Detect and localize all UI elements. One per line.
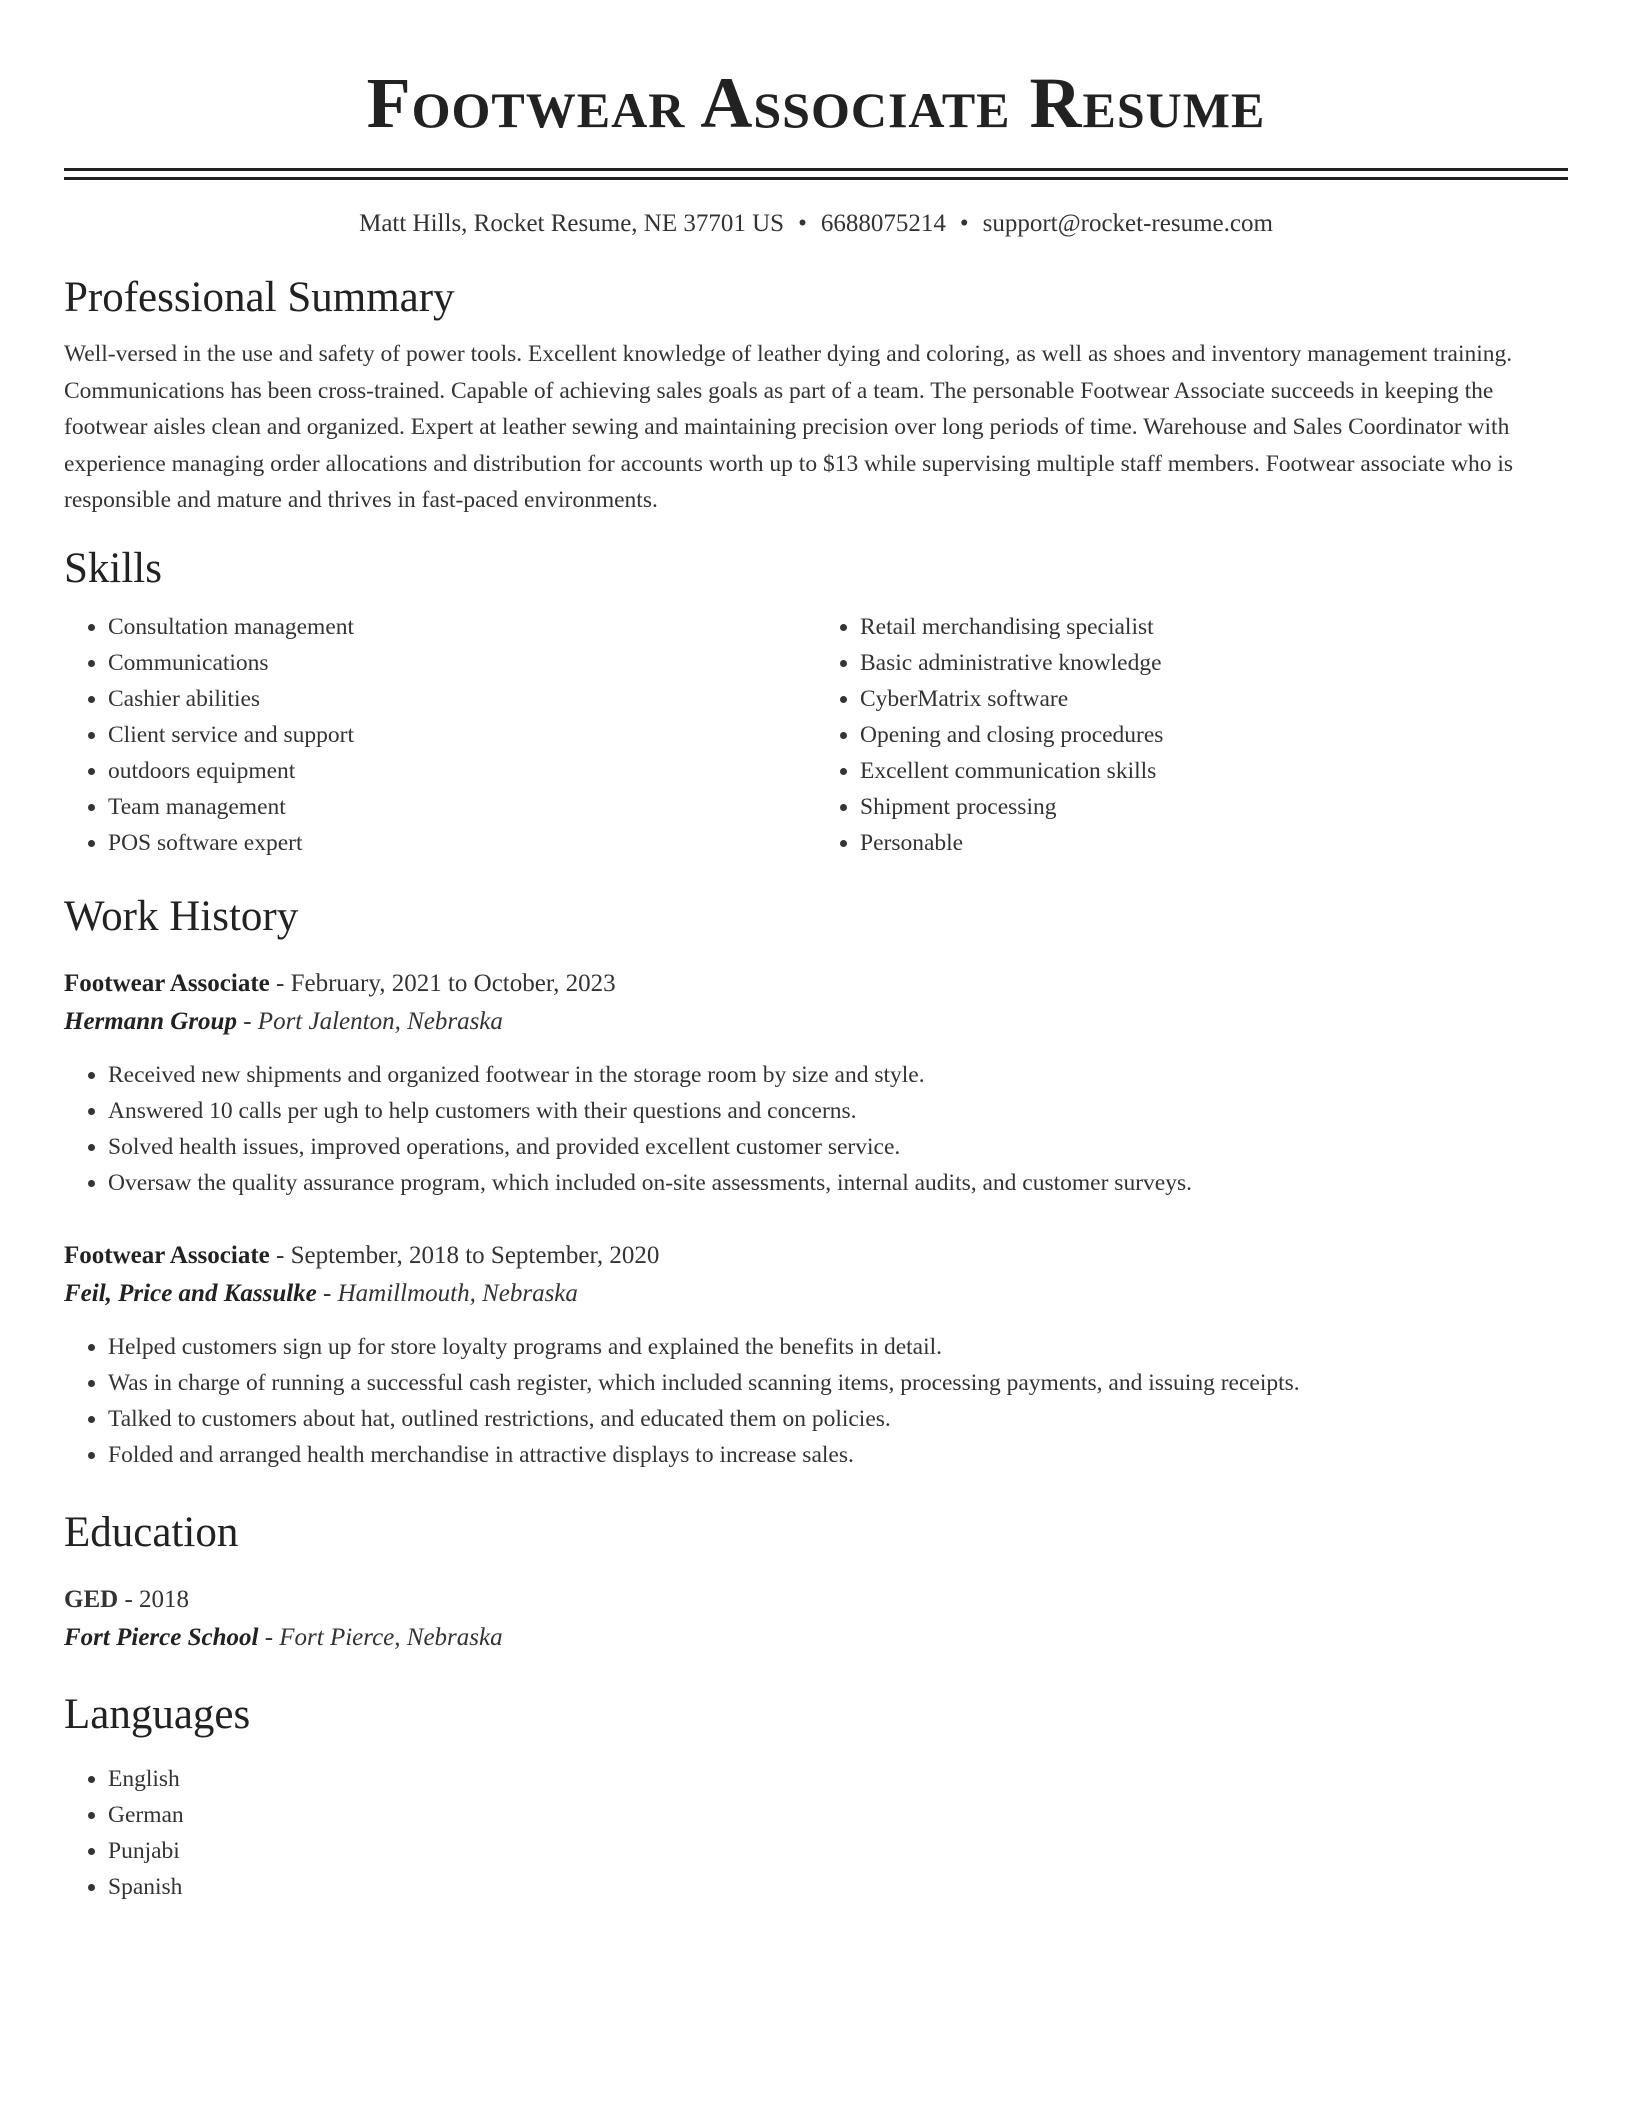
skill-item: • outdoors equipment [108,753,816,789]
job-title: Footwear Associate [64,969,270,997]
job-title: Footwear Associate [64,1241,270,1269]
job-company: Hermann Group [64,1007,237,1035]
contact-address: Matt Hills, Rocket Resume, NE 37701 US [359,210,785,237]
summary-text: Well-versed in the use and safety of power tools. Excellent knowledge of leather dying and coloring, as well as shoes and inventory management training. Communications has been cross-trained. Capable of achieving sales goals as part of a team. The personable Footwear Associate succeeds in keeping the footwear aisles clean and organized. Expert at leather sewing and maintaining precision over long periods of time. Warehouse and Sales Coordinator with experience managing order allocations and distribution for accounts worth up to $13 while supervising multiple staff members. Footwear associate who is responsible and mature and thrives in fast-paced environments. [64,341,1514,513]
skill-item: • Consultation management [108,609,816,645]
job-bullet: • Solved health issues, improved operations, and provided excellent customer service. [108,1129,1568,1165]
skill-item: • CyberMatrix software [860,681,1568,717]
education-school-line [64,1619,1568,1657]
education-school: Fort Pierce School [64,1623,259,1651]
skills-list-right [816,609,1568,861]
job-dates: - February, 2021 to October, 2023 [269,969,616,997]
language-item: • German [108,1797,1568,1833]
title-divider-top [64,168,1568,171]
skill-item: • Opening and closing procedures [860,717,1568,753]
job-bullets [64,1057,1568,1201]
summary-heading: Professional Summary [64,274,455,321]
job-bullet: • Was in charge of running a successful cash register, which included scanning items, processing payments, and issuing receipts. [108,1365,1568,1401]
work-history-heading: Work History [64,892,299,940]
job-title-line [64,965,1568,1003]
job-dates: - September, 2018 to September, 2020 [269,1241,660,1269]
job-bullet: • Talked to customers about hat, outlined restrictions, and educated them on policies. [108,1401,1568,1437]
skills-heading: Skills [64,544,162,592]
languages-list [64,1761,1568,1905]
job-location: - Port Jalenton, Nebraska [236,1007,503,1035]
resume-title: Footwear Associate Resume [366,63,1266,143]
education-location: - Fort Pierce, Nebraska [258,1623,503,1651]
job-company-line [64,1003,1568,1041]
skill-item: • Basic administrative knowledge [860,645,1568,681]
skill-item: • Excellent communication skills [860,753,1568,789]
skill-item: • Cashier abilities [108,681,816,717]
job-company: Feil, Price and Kassulke [64,1279,317,1307]
skill-item: • Communications [108,645,816,681]
skills-columns [64,609,1568,861]
contact-separator: • [798,210,807,237]
job-company-line [64,1275,1568,1313]
job-entry [64,1237,1568,1473]
skill-item: • Shipment processing [860,789,1568,825]
contact-line [64,208,1568,240]
job-bullet: • Oversaw the quality assurance program, which included on-site assessments, internal audits, and customer surveys. [108,1165,1568,1201]
education-year: - 2018 [118,1585,190,1613]
skill-item: • Personable [860,825,1568,861]
job-bullet: • Helped customers sign up for store loyalty programs and explained the benefits in detail. [108,1329,1568,1365]
contact-phone: 6688075214 [820,210,946,237]
contact-email: support@rocket-resume.com [982,210,1273,237]
skills-list-left [64,609,816,861]
title-divider-bottom [64,177,1568,180]
skill-item: • POS software expert [108,825,816,861]
job-bullet: • Answered 10 calls per ugh to help customers with their questions and concerns. [108,1093,1568,1129]
contact-separator: • [959,210,969,237]
job-bullet: • Folded and arranged health merchandise in attractive displays to increase sales. [108,1437,1568,1473]
job-entry [64,965,1568,1201]
skill-item: • Team management [108,789,816,825]
job-bullets [64,1329,1568,1473]
resume-page [64,0,1568,1905]
education-degree: GED [64,1585,119,1613]
language-item: • Spanish [108,1869,1568,1905]
skill-item: • Client service and support [108,717,816,753]
job-location: - Hamillmouth, Nebraska [316,1279,578,1307]
education-heading: Education [64,1508,239,1556]
language-item: • Punjabi [108,1833,1568,1869]
job-title-line [64,1237,1568,1275]
education-degree-line [64,1581,1568,1619]
language-item: • English [108,1761,1568,1797]
job-bullet: • Received new shipments and organized footwear in the storage room by size and style. [108,1057,1568,1093]
skill-item: • Retail merchandising specialist [860,609,1568,645]
languages-heading: Languages [64,1690,251,1738]
